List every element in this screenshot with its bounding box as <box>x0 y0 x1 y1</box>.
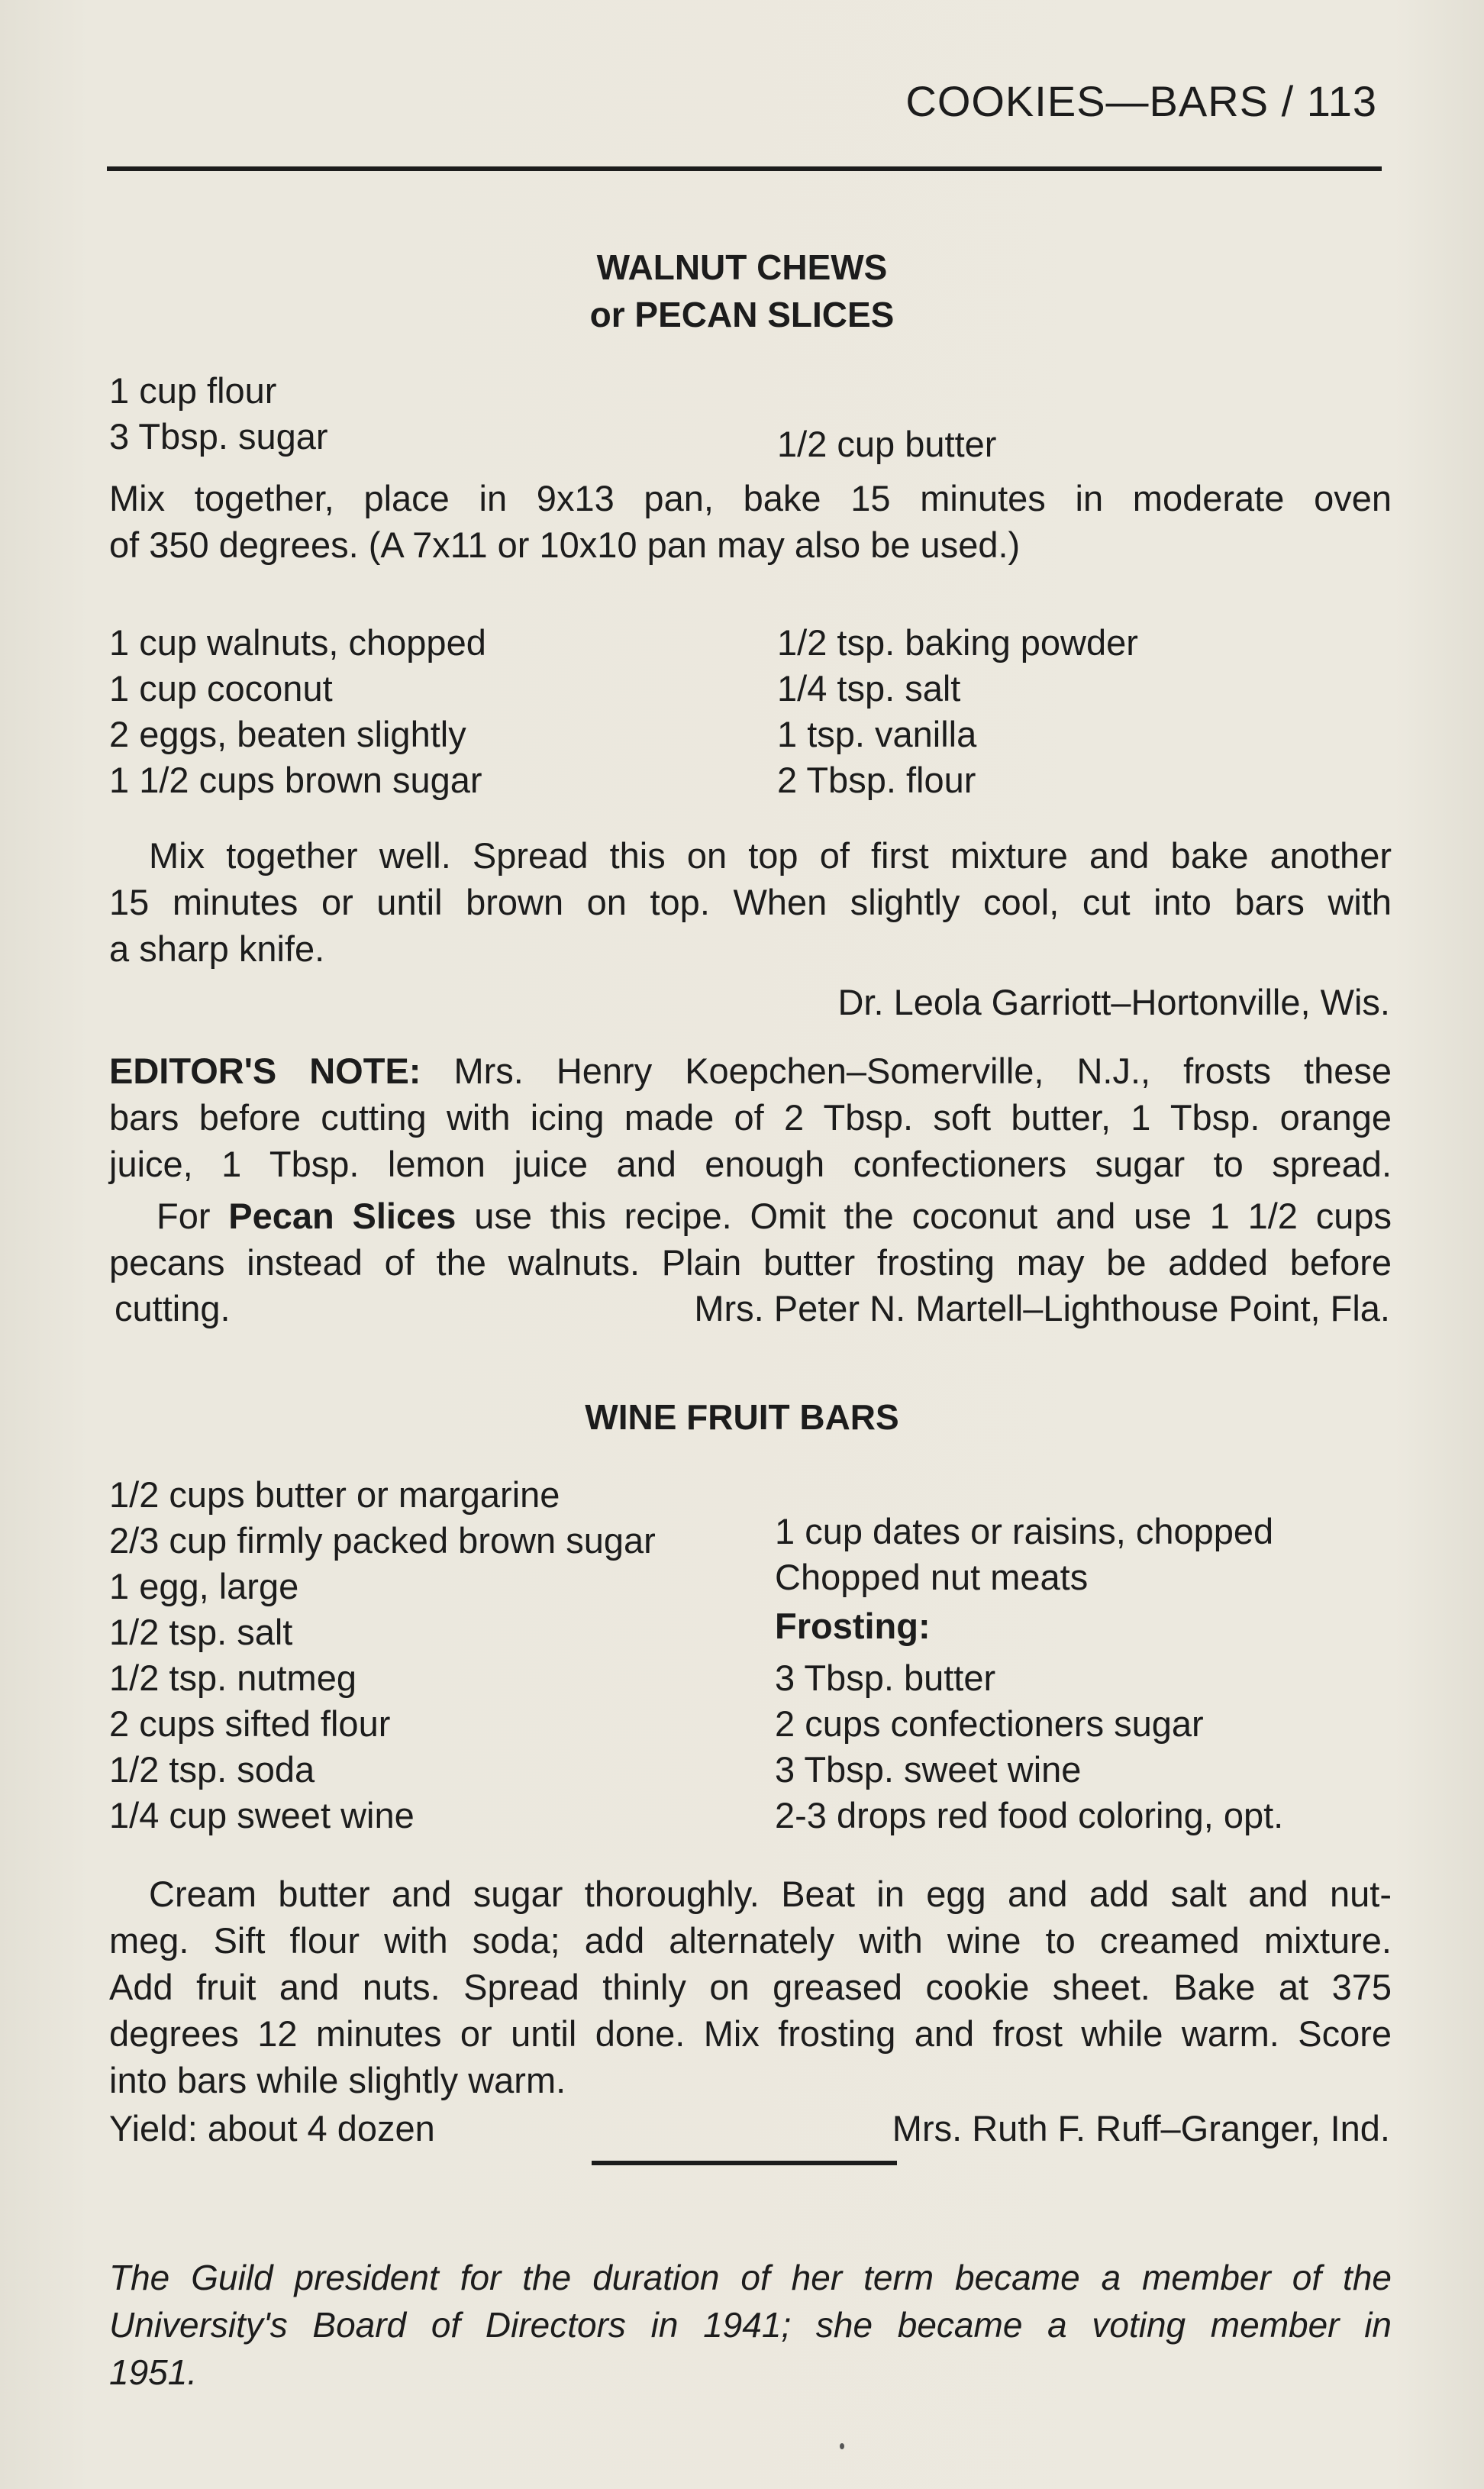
editor-note-text: Mrs. Henry Koepchen–Somerville, N.J., frosts these <box>421 1051 1392 1091</box>
ingredient: 1 egg, large <box>109 1566 299 1606</box>
topping-directions-line: Mix together well. Spread this on top of first mixture and bake another <box>149 835 1392 876</box>
recipe2-directions-line: Add fruit and nuts. Spread thinly on greased cookie sheet. Bake at 375 <box>109 1967 1392 2007</box>
ingredient: 1 cup flour <box>109 370 277 411</box>
frosting-label: Frosting: <box>775 1606 931 1646</box>
ingredient: 2 cups sifted flour <box>109 1703 391 1744</box>
recipe1-title-line2: or PECAN SLICES <box>589 295 895 334</box>
ingredient: 1 cup coconut <box>109 668 333 709</box>
ingredient: 1/2 tsp. nutmeg <box>109 1658 356 1698</box>
pecan-note-line <box>156 1193 1392 1239</box>
ingredient: 1 tsp. vanilla <box>777 714 977 754</box>
ingredient: 1 1/2 cups brown sugar <box>109 760 482 800</box>
contributor: Dr. Leola Garriott–Hortonville, Wis. <box>837 982 1390 1022</box>
ingredient: 2-3 drops red food coloring, opt. <box>775 1795 1284 1835</box>
contributor: Mrs. Ruth F. Ruff–Granger, Ind. <box>892 2108 1390 2148</box>
pecan-pre: For <box>156 1196 229 1236</box>
print-speck <box>840 2443 844 2449</box>
ingredient: 2 cups confectioners sugar <box>775 1703 1204 1744</box>
ingredient: 2/3 cup firmly packed brown sugar <box>109 1520 656 1561</box>
crust-directions-line: of 350 degrees. (A 7x11 or 10x10 pan may also be used.) <box>109 525 1021 565</box>
ingredient: 1/4 tsp. salt <box>777 668 961 709</box>
ingredient: 1/2 cups butter or margarine <box>109 1474 560 1515</box>
recipe2-directions-line: meg. Sift flour with soda; add alternately with wine to creamed mixture. <box>109 1920 1392 1961</box>
pecan-rest: use this recipe. Omit the coconut and use 1 1/2 cups <box>456 1196 1392 1236</box>
pecan-slices-label: Pecan Slices <box>228 1196 456 1236</box>
editor-note-line: bars before cutting with icing made of 2 Tbsp. soft butter, 1 Tbsp. orange <box>109 1097 1392 1138</box>
ingredient: 3 Tbsp. sweet wine <box>775 1749 1082 1790</box>
footnote-line: The Guild president for the duration of her term became a member of the <box>109 2258 1392 2297</box>
footnote-line: 1951. <box>109 2352 198 2392</box>
ingredient: 2 eggs, beaten slightly <box>109 714 466 754</box>
ingredient: 1/2 cup butter <box>777 424 997 464</box>
pecan-note-line: pecans instead of the walnuts. Plain butter frosting may be added before <box>109 1242 1392 1283</box>
ingredient: 1/4 cup sweet wine <box>109 1795 415 1835</box>
recipe2-directions-line: Cream butter and sugar thoroughly. Beat in egg and add salt and nut- <box>149 1874 1392 1914</box>
running-head: COOKIES—BARS / 113 <box>905 77 1377 125</box>
recipe2-title: WINE FRUIT BARS <box>585 1397 899 1437</box>
contributor: Mrs. Peter N. Martell–Lighthouse Point, Fla. <box>694 1288 1390 1328</box>
editor-note-line <box>109 1048 1392 1094</box>
ingredient: 1 cup dates or raisins, chopped <box>775 1511 1274 1551</box>
recipe2-directions-line: into bars while slightly warm. <box>109 2060 566 2100</box>
ingredient: Chopped nut meats <box>775 1557 1089 1597</box>
ingredient: 1 cup walnuts, chopped <box>109 622 486 663</box>
ingredient: 3 Tbsp. sugar <box>109 416 328 457</box>
ingredient: 1/2 tsp. soda <box>109 1749 315 1790</box>
footnote-line: University's Board of Directors in 1941; she became a voting member in <box>109 2305 1392 2345</box>
topping-directions-line: a sharp knife. <box>109 928 325 969</box>
crust-directions-line: Mix together, place in 9x13 pan, bake 15 minutes in moderate oven <box>109 478 1392 518</box>
ingredient: 1/2 tsp. salt <box>109 1612 293 1652</box>
ingredient: 3 Tbsp. butter <box>775 1658 996 1698</box>
recipe2-directions-line: degrees 12 minutes or until done. Mix frosting and frost while warm. Score <box>109 2013 1392 2054</box>
editor-note-label: EDITOR'S NOTE: <box>109 1051 421 1091</box>
section-divider <box>592 2161 897 2165</box>
topping-directions-line: 15 minutes or until brown on top. When slightly cool, cut into bars with <box>109 882 1392 922</box>
editor-note-line: juice, 1 Tbsp. lemon juice and enough confectioners sugar to spread. <box>109 1144 1392 1184</box>
ingredient: 2 Tbsp. flour <box>777 760 976 800</box>
recipe1-title-line1: WALNUT CHEWS <box>596 247 888 287</box>
header-rule <box>107 166 1382 171</box>
ingredient: 1/2 tsp. baking powder <box>777 622 1138 663</box>
pecan-note-line: cutting. <box>115 1288 231 1328</box>
yield: Yield: about 4 dozen <box>109 2108 435 2148</box>
